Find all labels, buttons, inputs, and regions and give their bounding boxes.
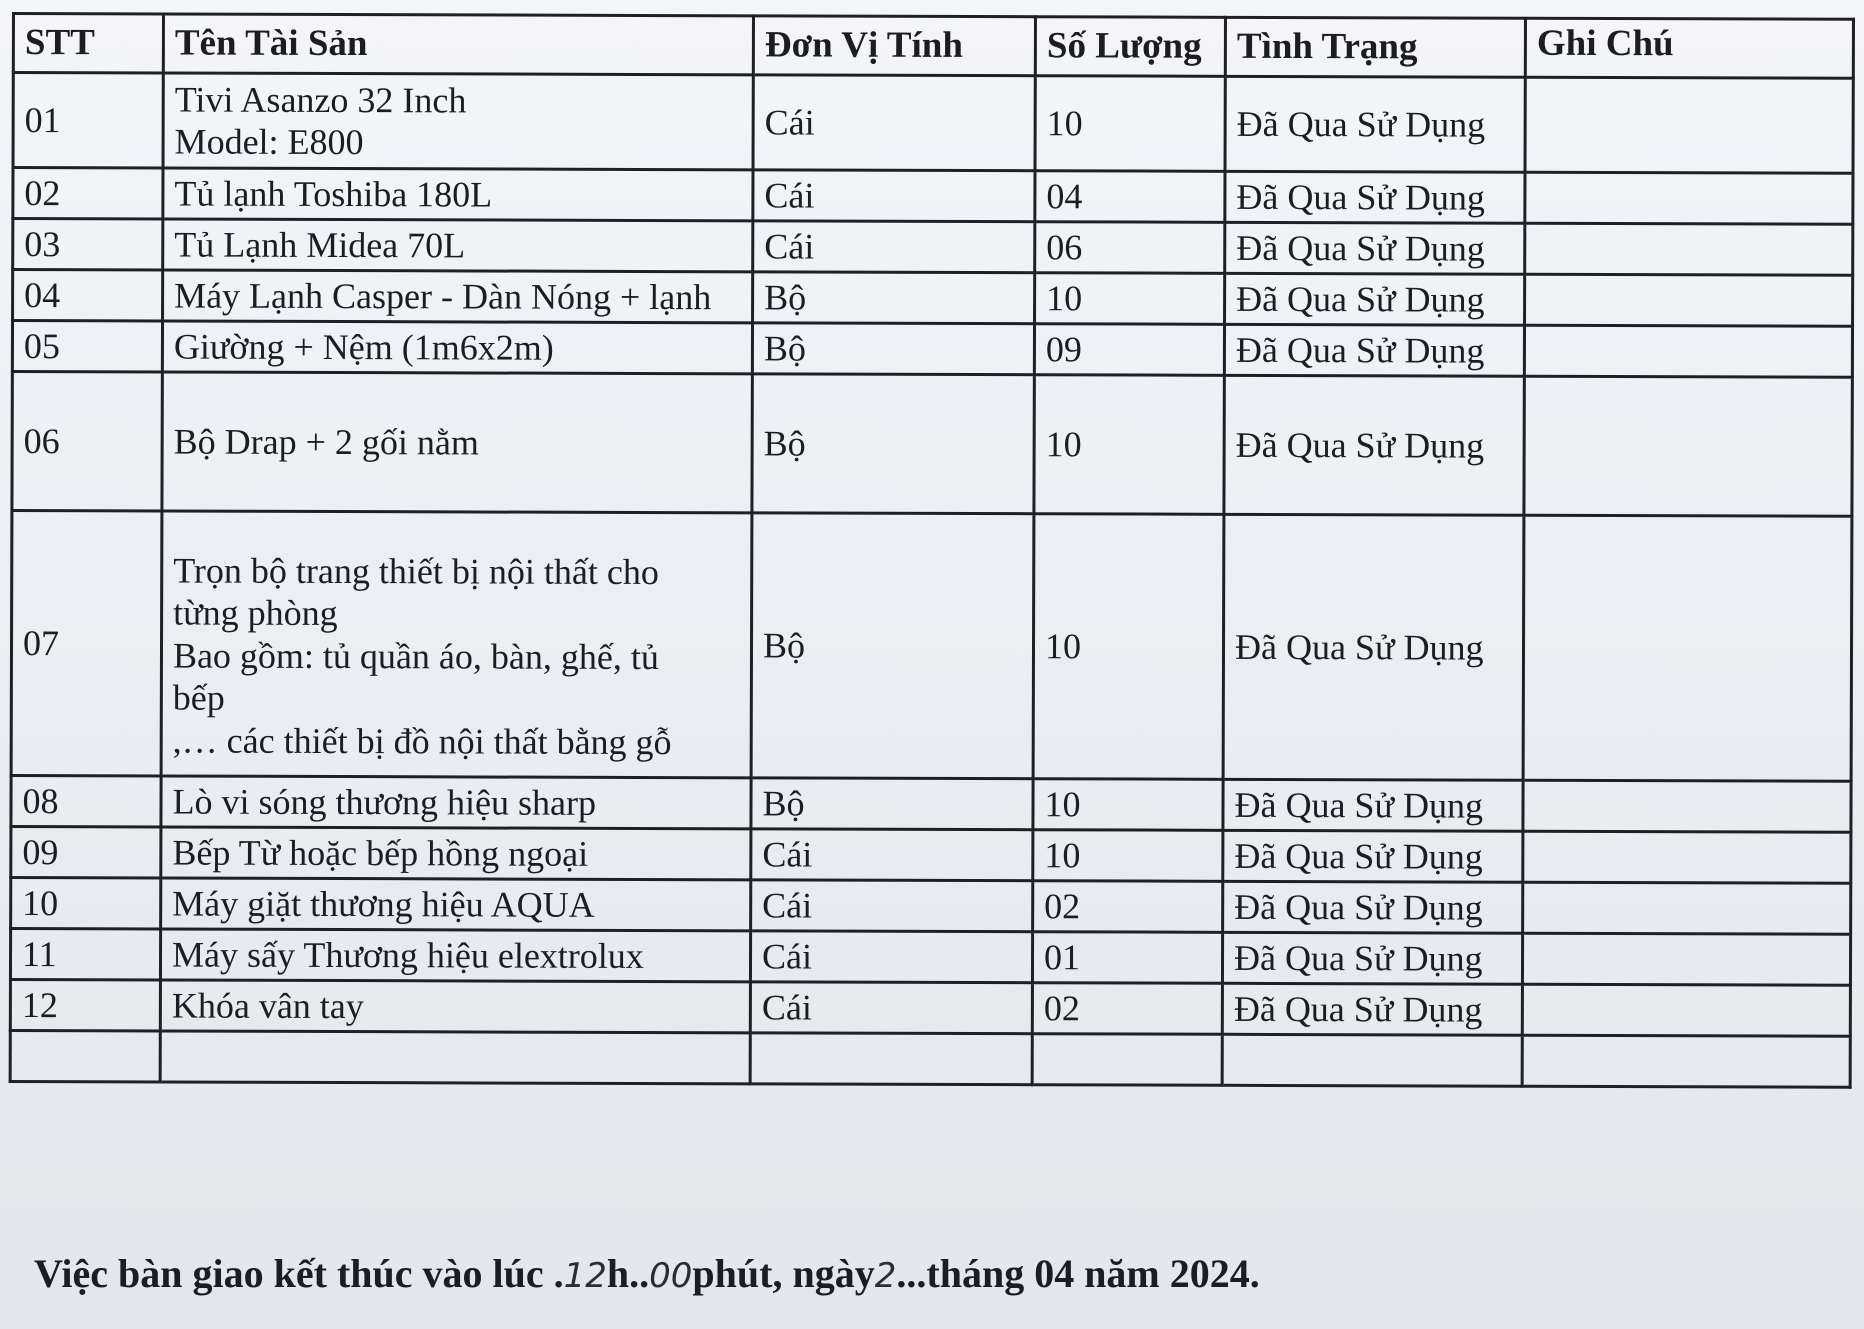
handover-end-statement xyxy=(34,1250,1260,1297)
table-row xyxy=(10,979,1850,1036)
table-row xyxy=(13,270,1853,327)
cell-stt: 12 xyxy=(10,979,160,1030)
footer-tail: tháng 04 năm 2024. xyxy=(926,1251,1260,1296)
cell-unit: Bộ xyxy=(752,323,1034,375)
cell-unit: Cái xyxy=(753,170,1035,222)
cell-empty xyxy=(1032,1034,1222,1086)
cell-note xyxy=(1523,831,1851,883)
cell-note xyxy=(1524,376,1852,516)
cell-quantity: 10 xyxy=(1033,830,1223,882)
asset-name-line: từng phòng xyxy=(173,592,338,634)
table-row xyxy=(12,321,1852,378)
handwritten-hour: 12 xyxy=(563,1256,607,1296)
asset-table-wrapper xyxy=(9,12,1852,1089)
cell-status: Đã Qua Sử Dụng xyxy=(1225,76,1525,172)
table-row xyxy=(11,511,1852,782)
table-row xyxy=(13,168,1853,225)
table-row xyxy=(10,929,1850,986)
cell-quantity: 06 xyxy=(1035,222,1225,274)
cell-asset-name: Máy sấy Thương hiệu elextrolux xyxy=(160,929,750,982)
cell-quantity: 01 xyxy=(1032,932,1222,984)
cell-stt: 10 xyxy=(11,878,161,929)
header-notes: Ghi Chú xyxy=(1525,18,1853,78)
cell-status: Đã Qua Sử Dụng xyxy=(1222,983,1522,1035)
cell-asset-name: Bộ Drap + 2 gối nằm xyxy=(162,372,752,513)
cell-status: Đã Qua Sử Dụng xyxy=(1223,881,1523,933)
cell-unit: Bộ xyxy=(751,513,1034,779)
table-row xyxy=(11,827,1851,884)
asset-name-line: Model: E800 xyxy=(174,121,364,163)
cell-note xyxy=(1523,882,1851,934)
asset-name-line: ,… các thiết bị đồ nội thất bằng gỗ xyxy=(172,720,672,762)
cell-stt: 11 xyxy=(10,929,160,980)
header-status: Tình Trạng xyxy=(1225,17,1525,77)
cell-unit: Bộ xyxy=(753,272,1035,324)
cell-note xyxy=(1522,933,1850,985)
asset-name-line: Tivi Asanzo 32 Inch xyxy=(174,79,467,120)
cell-empty xyxy=(160,1031,750,1084)
cell-status: Đã Qua Sử Dụng xyxy=(1222,932,1522,984)
cell-status: Đã Qua Sử Dụng xyxy=(1225,273,1525,325)
cell-stt: 01 xyxy=(13,73,163,168)
cell-empty xyxy=(750,1033,1032,1085)
cell-empty xyxy=(10,1030,160,1081)
table-header-row xyxy=(13,14,1853,79)
cell-unit: Bộ xyxy=(752,374,1034,514)
cell-quantity: 10 xyxy=(1033,779,1223,831)
table-row xyxy=(11,776,1851,833)
cell-empty xyxy=(1522,1035,1850,1087)
cell-asset-name: Tủ lạnh Toshiba 180L xyxy=(163,168,753,221)
asset-name-line: Trọn bộ trang thiết bị nội thất cho xyxy=(173,550,659,592)
cell-status: Đã Qua Sử Dụng xyxy=(1225,171,1525,223)
handwritten-day: 2 xyxy=(874,1256,897,1296)
table-row xyxy=(12,372,1852,517)
cell-asset-name xyxy=(163,73,753,170)
asset-name-line: bếp xyxy=(172,677,225,718)
cell-asset-name: Lò vi sóng thương hiệu sharp xyxy=(161,776,751,829)
footer-prefix: Việc bàn giao kết thúc vào lúc xyxy=(34,1251,554,1296)
cell-asset-name: Máy giặt thương hiệu AQUA xyxy=(161,878,751,931)
cell-note xyxy=(1524,325,1852,377)
dotted-leader: ... xyxy=(896,1251,927,1296)
cell-quantity: 09 xyxy=(1034,324,1224,376)
table-row xyxy=(13,219,1853,276)
cell-quantity: 02 xyxy=(1033,881,1223,933)
cell-asset-name: Giường + Nệm (1m6x2m) xyxy=(162,321,752,374)
cell-unit: Cái xyxy=(750,931,1032,983)
cell-stt: 05 xyxy=(12,321,162,372)
cell-asset-name xyxy=(161,511,752,778)
table-row xyxy=(11,878,1851,935)
cell-unit: Cái xyxy=(753,221,1035,273)
cell-note xyxy=(1525,172,1853,224)
cell-unit: Bộ xyxy=(751,778,1033,830)
cell-status: Đã Qua Sử Dụng xyxy=(1223,779,1523,831)
footer-minute-suffix: phút, ngày xyxy=(692,1251,875,1296)
cell-asset-name: Tủ Lạnh Midea 70L xyxy=(163,219,753,272)
table-row-blank xyxy=(10,1030,1850,1087)
cell-quantity: 10 xyxy=(1035,273,1225,325)
cell-quantity: 10 xyxy=(1034,375,1224,515)
footer-hour-suffix: h xyxy=(606,1251,630,1296)
cell-asset-name: Bếp Từ hoặc bếp hồng ngoại xyxy=(161,827,751,880)
header-asset-name: Tên Tài Sản xyxy=(163,14,753,75)
dotted-leader: .. xyxy=(629,1251,650,1296)
cell-quantity: 10 xyxy=(1035,76,1225,172)
cell-stt: 06 xyxy=(12,372,162,511)
cell-quantity: 04 xyxy=(1035,171,1225,223)
cell-status: Đã Qua Sử Dụng xyxy=(1224,375,1524,515)
cell-stt: 04 xyxy=(13,270,163,321)
asset-handover-table xyxy=(9,12,1855,1089)
header-unit: Đơn Vị Tính xyxy=(753,16,1035,76)
cell-stt: 02 xyxy=(13,168,163,219)
cell-note xyxy=(1525,223,1853,275)
cell-stt: 07 xyxy=(11,511,162,776)
header-quantity: Số Lượng xyxy=(1035,17,1225,77)
cell-status: Đã Qua Sử Dụng xyxy=(1223,830,1523,882)
cell-unit: Cái xyxy=(750,982,1032,1034)
dotted-leader: . xyxy=(553,1251,564,1296)
cell-stt: 08 xyxy=(11,776,161,827)
cell-quantity: 10 xyxy=(1033,514,1224,780)
cell-status: Đã Qua Sử Dụng xyxy=(1223,514,1524,780)
cell-quantity: 02 xyxy=(1032,983,1222,1035)
table-row xyxy=(13,73,1853,174)
cell-unit: Cái xyxy=(753,75,1035,171)
handwritten-minute: 00 xyxy=(649,1256,693,1296)
cell-status: Đã Qua Sử Dụng xyxy=(1225,222,1525,274)
asset-name-line: Bao gồm: tủ quần áo, bàn, ghế, tủ xyxy=(172,635,659,677)
cell-note xyxy=(1525,77,1853,173)
asset-name-block xyxy=(173,525,741,763)
cell-stt: 09 xyxy=(11,827,161,878)
cell-note xyxy=(1523,515,1852,781)
cell-note xyxy=(1525,274,1853,326)
cell-stt: 03 xyxy=(13,219,163,270)
cell-note xyxy=(1522,984,1850,1036)
cell-unit: Cái xyxy=(751,829,1033,881)
cell-asset-name: Máy Lạnh Casper - Dàn Nóng + lạnh xyxy=(163,270,753,323)
cell-status: Đã Qua Sử Dụng xyxy=(1224,324,1524,376)
cell-unit: Cái xyxy=(751,880,1033,932)
cell-empty xyxy=(1222,1034,1522,1086)
header-stt: STT xyxy=(13,14,163,73)
cell-note xyxy=(1523,780,1851,832)
cell-asset-name: Khóa vân tay xyxy=(160,980,750,1033)
